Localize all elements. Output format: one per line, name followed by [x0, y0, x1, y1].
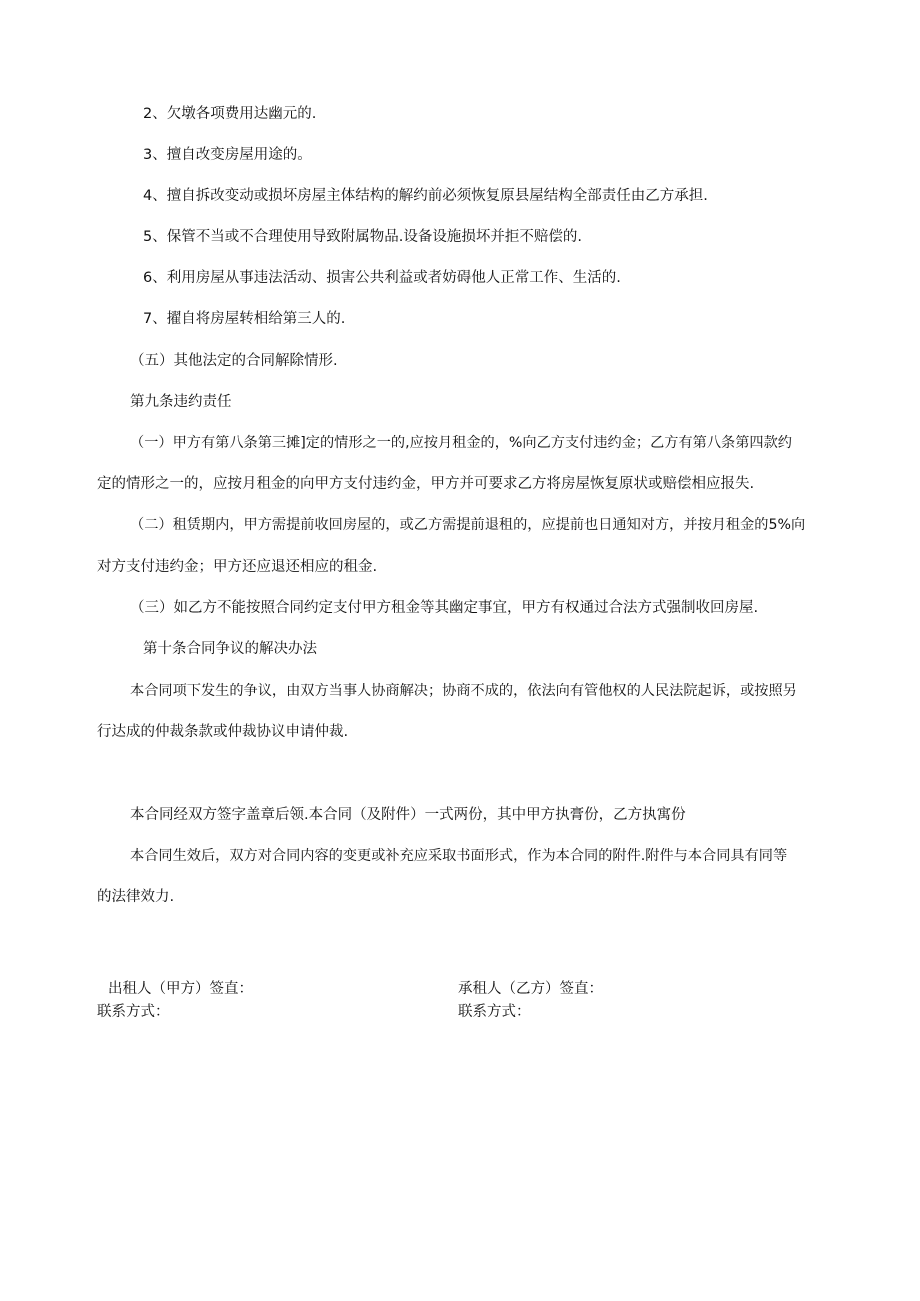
article-9-p2-line2: 对方支付违约金；甲方还应退还相应的租金. [97, 559, 378, 575]
item-3: 3、擅自改变房屋用途的。 [143, 147, 312, 163]
article-10-title: 第十条合同争议的解决办法 [143, 641, 317, 657]
item-7: 7、擢自将房屋转相给第三人的. [143, 311, 346, 327]
item-5: 5、保管不当或不合理使用导致附属物品.设备设施损坏并拒不赔偿的. [143, 229, 582, 245]
article-9-p2-line1: （二）租赁期内，甲方需提前收回房屋的，或乙方需提前退租的，应提前也日通知对方，并按月租金的5%向 [130, 517, 806, 533]
item-4: 4、擅自拆改变动或损坏房屋主体结构的解约前必须恢复原县屋结构全部责任由乙方承担. [143, 188, 708, 204]
lessor-contact-label: 联系方式： [97, 1004, 170, 1020]
final-p2-line1: 本合同生效后，双方对合同内容的变更或补充应采取书面形式，作为本合同的附件.附件与本合同具有同等 [130, 848, 788, 864]
article-9-p3: （三）如乙方不能按照合同约定支付甲方租金等其幽定事宜，甲方有权通过合法方式强制收回房屋. [130, 600, 759, 616]
final-p2-line2: 的法律效力. [97, 889, 175, 905]
article-9-p1-line2: 定的情形之一的，应按月租金的向甲方支付违约金，甲方并可要求乙方将房屋恢复原状或赔偿相应报失. [97, 476, 755, 492]
item-2: 2、欠墩各项费用达幽元的. [143, 106, 317, 122]
lessor-signature-label: 出租人（甲方）签直： [108, 981, 253, 997]
article-9-title: 第九条违约责任 [130, 394, 232, 410]
item-6: 6、利用房屋从事违法活动、损害公共利益或者妨碍他人正常工作、生活的. [143, 270, 621, 286]
article-10-p-line1: 本合同项下发生的争议，由双方当事人协商解决；协商不成的，依法向有管他权的人民法院起诉，或按照另 [130, 683, 797, 699]
clause-5: （五）其他法定的合同解除情形. [130, 353, 338, 369]
lessee-signature-label: 承租人（乙方）签直： [458, 981, 603, 997]
lessee-contact-label: 联系方式： [458, 1004, 531, 1020]
final-p1: 本合同经双方签字盖章后领.本合同（及附件）一式两份，其中甲方执膏份，乙方执寓份 [130, 807, 686, 823]
article-10-p-line2: 行达成的仲裁条款或仲裁协议申请仲裁. [97, 724, 349, 740]
article-9-p1-line1: （一）甲方有第八条第三摊]定的情形之一的,应按月租金的，%向乙方支付违约金；乙方有第八条第四款约 [130, 435, 792, 451]
